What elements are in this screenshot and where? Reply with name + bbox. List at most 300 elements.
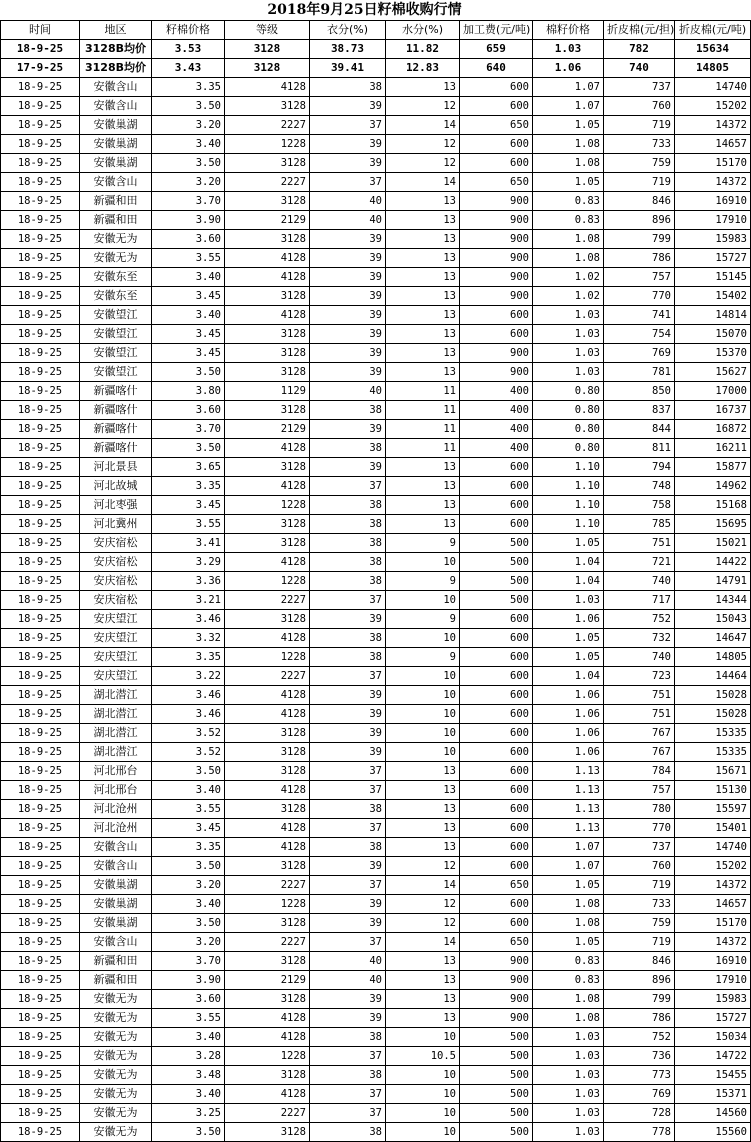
table-cell[interactable]: 18-9-25 xyxy=(1,990,80,1009)
table-cell[interactable]: 3.20 xyxy=(152,173,225,192)
table-cell[interactable]: 3.45 xyxy=(152,344,225,363)
table-cell[interactable]: 13 xyxy=(386,496,460,515)
table-cell[interactable]: 39 xyxy=(310,705,386,724)
table-cell[interactable]: 38 xyxy=(310,1028,386,1047)
table-cell[interactable]: 3128 xyxy=(225,154,310,173)
table-cell[interactable]: 38 xyxy=(310,1123,386,1142)
table-cell[interactable]: 3.43 xyxy=(152,59,225,78)
table-cell[interactable]: 900 xyxy=(460,1009,533,1028)
table-cell[interactable]: 3.52 xyxy=(152,743,225,762)
table-cell[interactable]: 4128 xyxy=(225,78,310,97)
table-cell[interactable]: 12 xyxy=(386,895,460,914)
table-cell[interactable]: 760 xyxy=(604,857,675,876)
table-cell[interactable]: 900 xyxy=(460,192,533,211)
table-cell[interactable]: 13 xyxy=(386,268,460,287)
table-cell[interactable]: 1.04 xyxy=(533,572,604,591)
table-cell[interactable]: 37 xyxy=(310,477,386,496)
table-cell[interactable]: 12 xyxy=(386,97,460,116)
table-cell[interactable]: 600 xyxy=(460,705,533,724)
table-cell[interactable]: 900 xyxy=(460,971,533,990)
table-cell[interactable]: 37 xyxy=(310,116,386,135)
table-cell[interactable]: 1.03 xyxy=(533,40,604,59)
table-cell[interactable]: 安徽含山 xyxy=(80,78,152,97)
table-cell[interactable]: 600 xyxy=(460,97,533,116)
table-cell[interactable]: 15170 xyxy=(675,914,751,933)
table-cell[interactable]: 1.03 xyxy=(533,325,604,344)
table-cell[interactable]: 14344 xyxy=(675,591,751,610)
table-cell[interactable]: 757 xyxy=(604,781,675,800)
table-cell[interactable]: 4128 xyxy=(225,629,310,648)
table-cell[interactable]: 18-9-25 xyxy=(1,1085,80,1104)
table-cell[interactable]: 1.13 xyxy=(533,819,604,838)
table-cell[interactable]: 659 xyxy=(460,40,533,59)
table-cell[interactable]: 1.05 xyxy=(533,933,604,952)
table-cell[interactable]: 18-9-25 xyxy=(1,249,80,268)
table-cell[interactable]: 3.40 xyxy=(152,781,225,800)
table-cell[interactable]: 1129 xyxy=(225,382,310,401)
table-cell[interactable]: 1.10 xyxy=(533,496,604,515)
table-cell[interactable]: 18-9-25 xyxy=(1,819,80,838)
table-cell[interactable]: 18-9-25 xyxy=(1,895,80,914)
table-cell[interactable]: 3.20 xyxy=(152,876,225,895)
table-cell[interactable]: 37 xyxy=(310,1104,386,1123)
table-cell[interactable]: 4128 xyxy=(225,477,310,496)
table-cell[interactable]: 新疆喀什 xyxy=(80,382,152,401)
table-cell[interactable]: 39 xyxy=(310,724,386,743)
table-cell[interactable]: 40 xyxy=(310,952,386,971)
table-cell[interactable]: 3.50 xyxy=(152,154,225,173)
table-cell[interactable]: 18-9-25 xyxy=(1,173,80,192)
table-cell[interactable]: 1.03 xyxy=(533,1047,604,1066)
table-cell[interactable]: 732 xyxy=(604,629,675,648)
table-cell[interactable]: 15597 xyxy=(675,800,751,819)
table-cell[interactable]: 1.07 xyxy=(533,857,604,876)
table-cell[interactable]: 736 xyxy=(604,1047,675,1066)
table-cell[interactable]: 15983 xyxy=(675,230,751,249)
table-cell[interactable]: 759 xyxy=(604,914,675,933)
table-cell[interactable]: 河北枣强 xyxy=(80,496,152,515)
table-cell[interactable]: 757 xyxy=(604,268,675,287)
table-cell[interactable]: 18-9-25 xyxy=(1,705,80,724)
table-cell[interactable]: 新疆喀什 xyxy=(80,401,152,420)
table-cell[interactable]: 900 xyxy=(460,990,533,1009)
table-cell[interactable]: 3.60 xyxy=(152,990,225,1009)
table-cell[interactable]: 600 xyxy=(460,325,533,344)
table-cell[interactable]: 600 xyxy=(460,515,533,534)
table-cell[interactable]: 2227 xyxy=(225,876,310,895)
table-cell[interactable]: 13 xyxy=(386,192,460,211)
table-cell[interactable]: 13 xyxy=(386,458,460,477)
table-cell[interactable]: 安徽望江 xyxy=(80,363,152,382)
table-cell[interactable]: 18-9-25 xyxy=(1,230,80,249)
table-cell[interactable]: 0.80 xyxy=(533,439,604,458)
table-cell[interactable]: 600 xyxy=(460,838,533,857)
table-cell[interactable]: 安徽巢湖 xyxy=(80,895,152,914)
table-cell[interactable]: 安徽东至 xyxy=(80,287,152,306)
table-cell[interactable]: 河北景县 xyxy=(80,458,152,477)
table-cell[interactable]: 782 xyxy=(604,40,675,59)
table-cell[interactable]: 3.35 xyxy=(152,648,225,667)
table-cell[interactable]: 11 xyxy=(386,382,460,401)
table-cell[interactable]: 安徽巢湖 xyxy=(80,914,152,933)
table-cell[interactable]: 37 xyxy=(310,667,386,686)
table-cell[interactable]: 37 xyxy=(310,933,386,952)
table-cell[interactable]: 3.40 xyxy=(152,135,225,154)
table-cell[interactable]: 39 xyxy=(310,230,386,249)
table-cell[interactable]: 1.05 xyxy=(533,173,604,192)
table-cell[interactable]: 3.45 xyxy=(152,496,225,515)
table-cell[interactable]: 河北沧州 xyxy=(80,819,152,838)
table-cell[interactable]: 500 xyxy=(460,572,533,591)
table-cell[interactable]: 3.50 xyxy=(152,97,225,116)
table-cell[interactable]: 39 xyxy=(310,686,386,705)
table-cell[interactable]: 900 xyxy=(460,344,533,363)
header-cell[interactable]: 折皮棉(元/吨) xyxy=(675,21,751,40)
table-cell[interactable]: 10 xyxy=(386,629,460,648)
table-cell[interactable]: 1.08 xyxy=(533,990,604,1009)
table-cell[interactable]: 10 xyxy=(386,1085,460,1104)
table-cell[interactable]: 0.83 xyxy=(533,211,604,230)
table-cell[interactable]: 37 xyxy=(310,591,386,610)
table-cell[interactable]: 14422 xyxy=(675,553,751,572)
table-cell[interactable]: 39.41 xyxy=(310,59,386,78)
table-cell[interactable]: 4128 xyxy=(225,1085,310,1104)
table-cell[interactable]: 3.70 xyxy=(152,420,225,439)
table-cell[interactable]: 900 xyxy=(460,287,533,306)
table-cell[interactable]: 河北沧州 xyxy=(80,800,152,819)
table-cell[interactable]: 39 xyxy=(310,97,386,116)
table-cell[interactable]: 1228 xyxy=(225,1047,310,1066)
table-cell[interactable]: 1.05 xyxy=(533,534,604,553)
table-cell[interactable]: 16910 xyxy=(675,952,751,971)
table-cell[interactable]: 4128 xyxy=(225,686,310,705)
table-cell[interactable]: 安徽含山 xyxy=(80,857,152,876)
table-cell[interactable]: 4128 xyxy=(225,306,310,325)
table-cell[interactable]: 500 xyxy=(460,1066,533,1085)
table-cell[interactable]: 1.10 xyxy=(533,477,604,496)
table-cell[interactable]: 1.13 xyxy=(533,762,604,781)
table-cell[interactable]: 38 xyxy=(310,629,386,648)
table-cell[interactable]: 0.83 xyxy=(533,971,604,990)
table-cell[interactable]: 10 xyxy=(386,1066,460,1085)
table-cell[interactable]: 3.80 xyxy=(152,382,225,401)
table-cell[interactable]: 14647 xyxy=(675,629,751,648)
table-cell[interactable]: 1.05 xyxy=(533,116,604,135)
table-cell[interactable]: 3.50 xyxy=(152,914,225,933)
table-cell[interactable]: 1.03 xyxy=(533,1085,604,1104)
table-cell[interactable]: 18-9-25 xyxy=(1,401,80,420)
table-cell[interactable]: 39 xyxy=(310,344,386,363)
table-cell[interactable]: 10 xyxy=(386,553,460,572)
table-cell[interactable]: 38 xyxy=(310,401,386,420)
table-cell[interactable]: 15371 xyxy=(675,1085,751,1104)
table-cell[interactable]: 600 xyxy=(460,781,533,800)
table-cell[interactable]: 15028 xyxy=(675,686,751,705)
table-cell[interactable]: 38 xyxy=(310,496,386,515)
table-cell[interactable]: 18-9-25 xyxy=(1,116,80,135)
table-cell[interactable]: 1.03 xyxy=(533,1028,604,1047)
table-cell[interactable]: 39 xyxy=(310,268,386,287)
table-cell[interactable]: 0.83 xyxy=(533,952,604,971)
table-cell[interactable]: 15401 xyxy=(675,819,751,838)
table-cell[interactable]: 14657 xyxy=(675,135,751,154)
table-cell[interactable]: 18-9-25 xyxy=(1,1104,80,1123)
table-cell[interactable]: 2227 xyxy=(225,116,310,135)
table-cell[interactable]: 安徽望江 xyxy=(80,306,152,325)
table-cell[interactable]: 39 xyxy=(310,135,386,154)
table-cell[interactable]: 1.08 xyxy=(533,1009,604,1028)
table-cell[interactable]: 900 xyxy=(460,363,533,382)
table-cell[interactable]: 11 xyxy=(386,420,460,439)
table-cell[interactable]: 14791 xyxy=(675,572,751,591)
table-cell[interactable]: 38 xyxy=(310,800,386,819)
table-cell[interactable]: 3.40 xyxy=(152,1085,225,1104)
table-cell[interactable]: 3128 xyxy=(225,287,310,306)
table-cell[interactable]: 安庆望江 xyxy=(80,648,152,667)
table-cell[interactable]: 600 xyxy=(460,306,533,325)
table-cell[interactable]: 18-9-25 xyxy=(1,1047,80,1066)
table-cell[interactable]: 3.21 xyxy=(152,591,225,610)
header-cell[interactable]: 水分(%) xyxy=(386,21,460,40)
table-cell[interactable]: 39 xyxy=(310,154,386,173)
table-cell[interactable]: 3128 xyxy=(225,1123,310,1142)
table-cell[interactable]: 3.55 xyxy=(152,1009,225,1028)
table-cell[interactable]: 湖北潜江 xyxy=(80,705,152,724)
table-cell[interactable]: 40 xyxy=(310,192,386,211)
table-cell[interactable]: 640 xyxy=(460,59,533,78)
table-cell[interactable]: 3.65 xyxy=(152,458,225,477)
table-cell[interactable]: 12 xyxy=(386,135,460,154)
table-cell[interactable]: 3128 xyxy=(225,952,310,971)
table-cell[interactable]: 39 xyxy=(310,287,386,306)
table-cell[interactable]: 400 xyxy=(460,401,533,420)
table-cell[interactable]: 1.05 xyxy=(533,648,604,667)
table-cell[interactable]: 38 xyxy=(310,553,386,572)
table-cell[interactable]: 河北故城 xyxy=(80,477,152,496)
table-cell[interactable]: 13 xyxy=(386,515,460,534)
table-cell[interactable]: 18-9-25 xyxy=(1,838,80,857)
table-cell[interactable]: 600 xyxy=(460,895,533,914)
table-cell[interactable]: 18-9-25 xyxy=(1,477,80,496)
table-cell[interactable]: 500 xyxy=(460,1047,533,1066)
table-cell[interactable]: 安徽巢湖 xyxy=(80,135,152,154)
table-cell[interactable]: 15695 xyxy=(675,515,751,534)
table-cell[interactable]: 1.02 xyxy=(533,268,604,287)
table-cell[interactable]: 37 xyxy=(310,173,386,192)
table-cell[interactable]: 4128 xyxy=(225,268,310,287)
table-cell[interactable]: 18-9-25 xyxy=(1,800,80,819)
table-cell[interactable]: 400 xyxy=(460,439,533,458)
table-cell[interactable]: 10 xyxy=(386,705,460,724)
table-cell[interactable]: 安徽巢湖 xyxy=(80,116,152,135)
table-cell[interactable]: 安庆宿松 xyxy=(80,572,152,591)
table-cell[interactable]: 3.40 xyxy=(152,306,225,325)
table-cell[interactable]: 3.35 xyxy=(152,78,225,97)
table-cell[interactable]: 600 xyxy=(460,135,533,154)
table-cell[interactable]: 3128 xyxy=(225,857,310,876)
table-cell[interactable]: 17910 xyxy=(675,971,751,990)
table-cell[interactable]: 15402 xyxy=(675,287,751,306)
table-cell[interactable]: 10 xyxy=(386,1028,460,1047)
table-cell[interactable]: 河北邢台 xyxy=(80,781,152,800)
table-cell[interactable]: 9 xyxy=(386,648,460,667)
table-cell[interactable]: 600 xyxy=(460,667,533,686)
table-cell[interactable]: 10 xyxy=(386,1104,460,1123)
table-cell[interactable]: 18-9-25 xyxy=(1,40,80,59)
table-cell[interactable]: 3.46 xyxy=(152,610,225,629)
table-cell[interactable]: 811 xyxy=(604,439,675,458)
table-cell[interactable]: 1.03 xyxy=(533,1123,604,1142)
table-cell[interactable]: 751 xyxy=(604,534,675,553)
table-cell[interactable]: 39 xyxy=(310,743,386,762)
table-cell[interactable]: 18-9-25 xyxy=(1,458,80,477)
table-cell[interactable]: 3128 xyxy=(225,743,310,762)
table-cell[interactable]: 3.90 xyxy=(152,971,225,990)
table-cell[interactable]: 17910 xyxy=(675,211,751,230)
table-cell[interactable]: 600 xyxy=(460,857,533,876)
table-cell[interactable]: 37 xyxy=(310,1085,386,1104)
table-cell[interactable]: 600 xyxy=(460,819,533,838)
table-cell[interactable]: 1.07 xyxy=(533,78,604,97)
table-cell[interactable]: 740 xyxy=(604,572,675,591)
table-cell[interactable]: 18-9-25 xyxy=(1,743,80,762)
table-cell[interactable]: 767 xyxy=(604,724,675,743)
table-cell[interactable]: 13 xyxy=(386,971,460,990)
table-cell[interactable]: 14814 xyxy=(675,306,751,325)
table-cell[interactable]: 15034 xyxy=(675,1028,751,1047)
table-cell[interactable]: 37 xyxy=(310,781,386,800)
table-cell[interactable]: 600 xyxy=(460,724,533,743)
table-cell[interactable]: 600 xyxy=(460,648,533,667)
table-cell[interactable]: 3128 xyxy=(225,515,310,534)
table-cell[interactable]: 900 xyxy=(460,249,533,268)
table-cell[interactable]: 湖北潜江 xyxy=(80,724,152,743)
table-cell[interactable]: 1.06 xyxy=(533,686,604,705)
table-cell[interactable]: 安徽望江 xyxy=(80,325,152,344)
table-cell[interactable]: 10.5 xyxy=(386,1047,460,1066)
table-cell[interactable]: 1.08 xyxy=(533,154,604,173)
table-cell[interactable]: 2227 xyxy=(225,591,310,610)
table-cell[interactable]: 18-9-25 xyxy=(1,1028,80,1047)
table-cell[interactable]: 733 xyxy=(604,895,675,914)
table-cell[interactable]: 39 xyxy=(310,249,386,268)
table-cell[interactable]: 安徽巢湖 xyxy=(80,154,152,173)
table-cell[interactable]: 600 xyxy=(460,800,533,819)
table-cell[interactable]: 650 xyxy=(460,876,533,895)
table-cell[interactable]: 湖北潜江 xyxy=(80,686,152,705)
table-cell[interactable]: 1.08 xyxy=(533,135,604,154)
table-cell[interactable]: 400 xyxy=(460,420,533,439)
table-cell[interactable]: 18-9-25 xyxy=(1,1009,80,1028)
table-cell[interactable]: 湖北潜江 xyxy=(80,743,152,762)
table-cell[interactable]: 1.07 xyxy=(533,97,604,116)
table-cell[interactable]: 11 xyxy=(386,439,460,458)
table-cell[interactable]: 38 xyxy=(310,648,386,667)
table-cell[interactable]: 2227 xyxy=(225,933,310,952)
table-cell[interactable]: 500 xyxy=(460,1085,533,1104)
table-cell[interactable]: 1.03 xyxy=(533,344,604,363)
table-cell[interactable]: 3128 xyxy=(225,344,310,363)
table-cell[interactable]: 15168 xyxy=(675,496,751,515)
table-cell[interactable]: 3.52 xyxy=(152,724,225,743)
header-cell[interactable]: 加工费(元/吨) xyxy=(460,21,533,40)
table-cell[interactable]: 安徽东至 xyxy=(80,268,152,287)
table-cell[interactable]: 752 xyxy=(604,610,675,629)
table-cell[interactable]: 14372 xyxy=(675,876,751,895)
table-cell[interactable]: 9 xyxy=(386,572,460,591)
table-cell[interactable]: 39 xyxy=(310,610,386,629)
table-cell[interactable]: 14372 xyxy=(675,116,751,135)
header-cell[interactable]: 衣分(%) xyxy=(310,21,386,40)
table-cell[interactable]: 13 xyxy=(386,800,460,819)
table-cell[interactable]: 1.05 xyxy=(533,629,604,648)
table-cell[interactable]: 733 xyxy=(604,135,675,154)
table-cell[interactable]: 752 xyxy=(604,1028,675,1047)
table-cell[interactable]: 900 xyxy=(460,211,533,230)
table-cell[interactable]: 14372 xyxy=(675,173,751,192)
table-cell[interactable]: 18-9-25 xyxy=(1,135,80,154)
table-cell[interactable]: 12 xyxy=(386,154,460,173)
table-cell[interactable]: 13 xyxy=(386,211,460,230)
header-cell[interactable]: 等级 xyxy=(225,21,310,40)
table-cell[interactable]: 13 xyxy=(386,838,460,857)
table-cell[interactable]: 1.08 xyxy=(533,914,604,933)
table-cell[interactable]: 3128B均价 xyxy=(80,59,152,78)
table-cell[interactable]: 18-9-25 xyxy=(1,857,80,876)
table-cell[interactable]: 650 xyxy=(460,933,533,952)
table-cell[interactable]: 13 xyxy=(386,363,460,382)
table-cell[interactable]: 600 xyxy=(460,743,533,762)
table-cell[interactable]: 3128 xyxy=(225,230,310,249)
table-cell[interactable]: 0.80 xyxy=(533,401,604,420)
table-cell[interactable]: 600 xyxy=(460,458,533,477)
table-cell[interactable]: 14464 xyxy=(675,667,751,686)
table-cell[interactable]: 18-9-25 xyxy=(1,496,80,515)
table-cell[interactable]: 4128 xyxy=(225,781,310,800)
table-cell[interactable]: 786 xyxy=(604,249,675,268)
table-cell[interactable]: 13 xyxy=(386,78,460,97)
header-cell[interactable]: 地区 xyxy=(80,21,152,40)
table-cell[interactable]: 39 xyxy=(310,1009,386,1028)
table-cell[interactable]: 18-9-25 xyxy=(1,382,80,401)
table-cell[interactable]: 850 xyxy=(604,382,675,401)
table-cell[interactable]: 1.03 xyxy=(533,363,604,382)
table-cell[interactable]: 767 xyxy=(604,743,675,762)
table-cell[interactable]: 18-9-25 xyxy=(1,572,80,591)
table-cell[interactable]: 37 xyxy=(310,1047,386,1066)
table-cell[interactable]: 18-9-25 xyxy=(1,1123,80,1142)
table-cell[interactable]: 4128 xyxy=(225,1028,310,1047)
table-cell[interactable]: 3.45 xyxy=(152,819,225,838)
table-cell[interactable]: 安徽含山 xyxy=(80,933,152,952)
table-cell[interactable]: 38.73 xyxy=(310,40,386,59)
table-cell[interactable]: 新疆和田 xyxy=(80,211,152,230)
table-cell[interactable]: 3128 xyxy=(225,534,310,553)
table-cell[interactable]: 13 xyxy=(386,287,460,306)
table-cell[interactable]: 39 xyxy=(310,363,386,382)
table-cell[interactable]: 3128 xyxy=(225,914,310,933)
table-cell[interactable]: 500 xyxy=(460,1028,533,1047)
table-cell[interactable]: 15671 xyxy=(675,762,751,781)
table-cell[interactable]: 3128 xyxy=(225,762,310,781)
table-cell[interactable]: 3128 xyxy=(225,401,310,420)
table-cell[interactable]: 758 xyxy=(604,496,675,515)
table-cell[interactable]: 安徽无为 xyxy=(80,1104,152,1123)
table-cell[interactable]: 17-9-25 xyxy=(1,59,80,78)
table-cell[interactable]: 18-9-25 xyxy=(1,686,80,705)
table-cell[interactable]: 600 xyxy=(460,154,533,173)
table-cell[interactable]: 1.03 xyxy=(533,306,604,325)
